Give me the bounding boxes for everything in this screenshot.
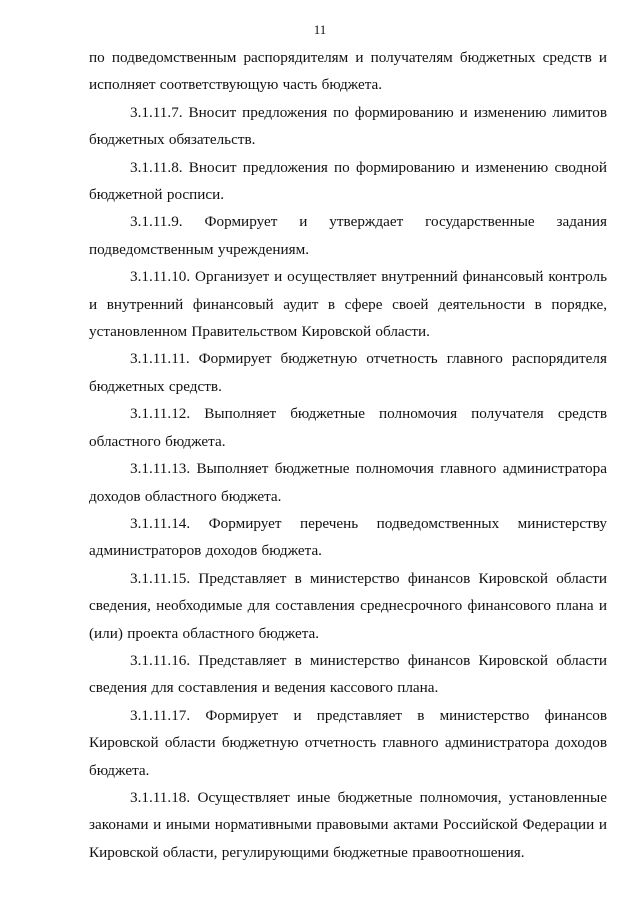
page-number: 11 xyxy=(313,22,327,37)
paragraph-continuation: по подведомственным распорядителям и получателям бюджетных средств и исполняет соответствующую часть бюджета. xyxy=(89,49,607,94)
document-body xyxy=(89,44,607,866)
paragraph-3-1-11-15: 3.1.11.15. Представляет в министерство финансов Кировской области сведения, необходимые для составления среднесрочного финансового плана и (или) проекта областного бюджета. xyxy=(89,569,607,642)
paragraph-3-1-11-16: 3.1.11.16. Представляет в министерство финансов Кировской области сведения для составления и ведения кассового плана. xyxy=(89,651,607,697)
paragraph-3-1-11-10: 3.1.11.10. Организует и осуществляет внутренний финансовый контроль и внутренний финансовый аудит в сфере своей деятельности в порядке, установленном Правительством Кировской области. xyxy=(89,268,607,341)
paragraph-3-1-11-18: 3.1.11.18. Осуществляет иные бюджетные полномочия, установленные законами и иными нормативными правовыми актами Российской Федерации и Кировской области, регулирующими бюджетные правоотношения. xyxy=(89,788,607,861)
paragraph-3-1-11-11: 3.1.11.11. Формирует бюджетную отчетность главного распорядителя бюджетных средств. xyxy=(89,350,607,395)
paragraph-3-1-11-9: 3.1.11.9. Формирует и утверждает государственные задания подведомственным учреждениям. xyxy=(89,213,607,258)
paragraph-3-1-11-12: 3.1.11.12. Выполняет бюджетные полномочия получателя средств областного бюджета. xyxy=(89,405,607,450)
paragraph-3-1-11-14: 3.1.11.14. Формирует перечень подведомственных министерству администраторов доходов бюджета. xyxy=(89,514,607,560)
paragraph-3-1-11-8: 3.1.11.8. Вносит предложения по формированию и изменению сводной бюджетной росписи. xyxy=(89,158,607,204)
paragraph-3-1-11-17: 3.1.11.17. Формирует и представляет в министерство финансов Кировской области бюджетную отчетность главного администратора доходов бюджета. xyxy=(89,706,607,779)
paragraph-3-1-11-7: 3.1.11.7. Вносит предложения по формированию и изменению лимитов бюджетных обязательств. xyxy=(89,103,607,149)
paragraph-3-1-11-13: 3.1.11.13. Выполняет бюджетные полномочия главного администратора доходов областного бюджета. xyxy=(89,460,607,505)
